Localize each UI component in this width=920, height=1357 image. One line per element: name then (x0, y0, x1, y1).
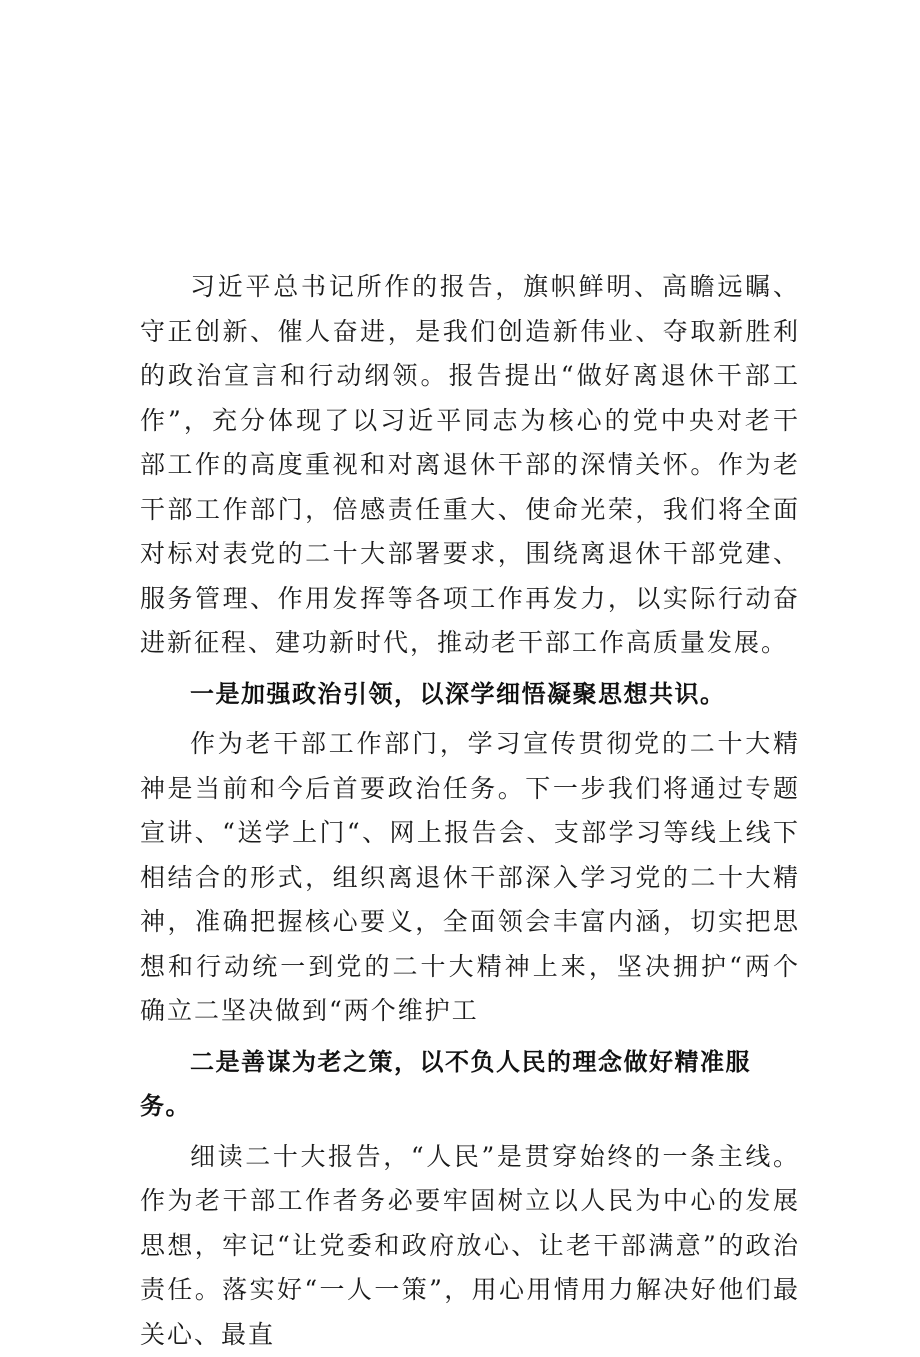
document-body (140, 265, 800, 1357)
section-one-paragraph: 作为老干部工作部门，学习宣传贯彻党的二十大精神是当前和今后首要政治任务。下一步我们将通过专题宣讲、“送学上门“、网上报告会、支部学习等线上线下相结合的形式，组织离退休干部深入学习党的二十大精神，准确把握核心要义，全面领会丰富内涵，切实把思想和行动统一到党的二十大精神上来，坚决拥护“两个确立二坚决做到“两个维护工 (140, 722, 800, 1034)
section-two-paragraph: 细读二十大报告，“人民”是贯穿始终的一条主线。作为老干部工作者务必要牢固树立以人民为中心的发展思想，牢记“让党委和政府放心、让老干部满意”的政治责任。落实好“一人一策”，用心用情用力解决好他们最关心、最直 (140, 1135, 800, 1357)
intro-paragraph: 习近平总书记所作的报告，旗帜鲜明、高瞻远瞩、守正创新、催人奋进，是我们创造新伟业、夺取新胜利的政治宣言和行动纲领。报告提出“做好离退休干部工作”，充分体现了以习近平同志为核心的党中央对老干部工作的高度重视和对离退休干部的深情关怀。作为老干部工作部门，倍感责任重大、使命光荣，我们将全面对标对表党的二十大部署要求，围绕离退休干部党建、服务管理、作用发挥等各项工作再发力，以实际行动奋进新征程、建功新时代，推动老干部工作高质量发展。 (140, 265, 800, 666)
section-heading-two: 二是善谋为老之策，以不负人民的理念做好精准服务。 (140, 1040, 800, 1129)
section-heading-one: 一是加强政治引领，以深学细悟凝聚思想共识。 (140, 672, 800, 717)
